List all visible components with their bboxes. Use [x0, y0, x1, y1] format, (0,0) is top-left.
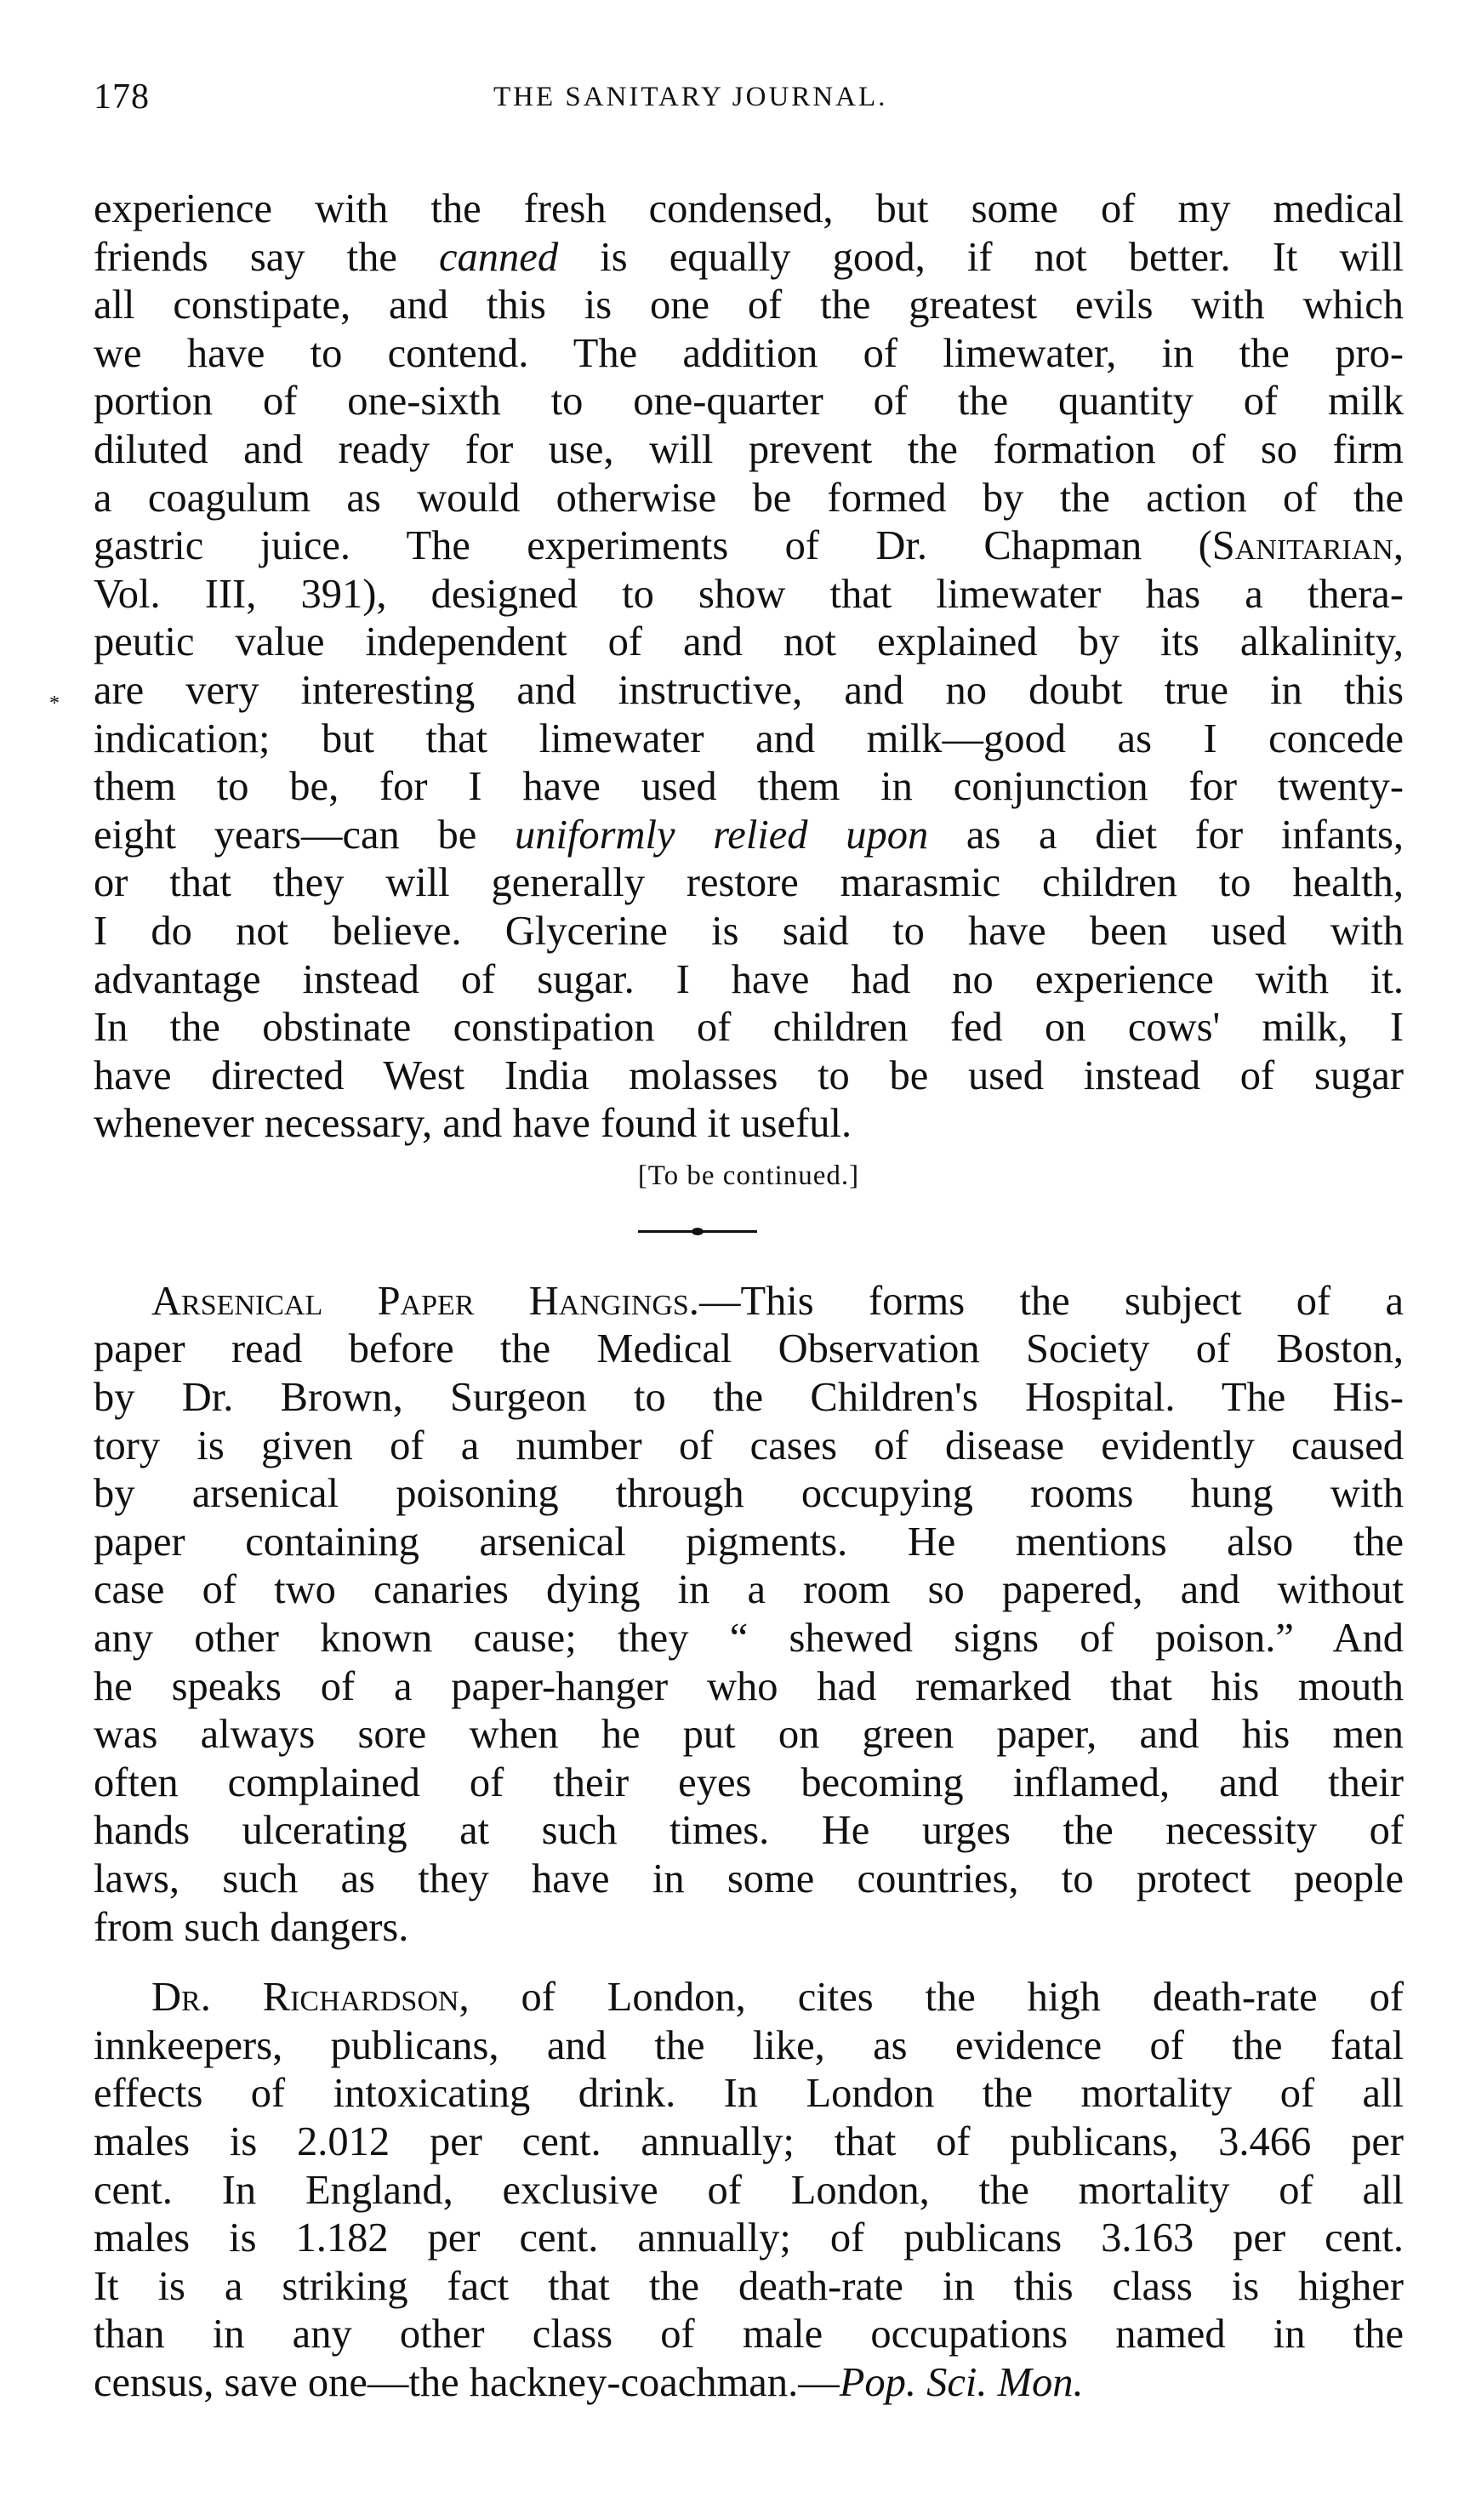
text-line: friends say the canned is equally good, if not better. It will: [94, 234, 1404, 280]
text-line: males is 2.012 per cent. annually; that of publicans, 3.466 per: [94, 2118, 1404, 2164]
journal-reference: Sanitarian,: [1211, 523, 1404, 569]
text-line: indication; but that limewater and milk—good as I concede: [94, 716, 1404, 761]
text-line: diluted and ready for use, will prevent the formation of so firm: [94, 426, 1404, 472]
text-line: by Dr. Brown, Surgeon to the Children's Hospital. The His-: [94, 1375, 1404, 1421]
text-line: Dr. Richardson, of London, cites the high death-rate of: [151, 1975, 1404, 2021]
text-line: census, save one—the hackney-coachman.—Pop. Sci. Mon.: [94, 2359, 1084, 2405]
paragraph-richardson: [94, 1974, 1404, 2407]
text-line: gastric juice. The experiments of Dr. Chapman (Sanitarian,: [94, 523, 1404, 569]
journal-page: [49, 77, 1404, 2408]
text-line: whenever necessary, and have found it useful.: [94, 1101, 852, 1147]
emphasis: canned: [439, 234, 559, 280]
text-line: Vol. III, 391), designed to show that limewater has a thera-: [94, 571, 1404, 617]
divider-ornament: [692, 1228, 704, 1235]
journal-title: THE SANITARY JOURNAL.: [493, 82, 888, 112]
text-line: It is a striking fact that the death-rate in this class is higher: [94, 2263, 1404, 2309]
paragraph-arsenical-paper: [94, 1278, 1404, 1952]
text-line: we have to contend. The addition of limewater, in the pro-: [94, 330, 1404, 376]
paragraph-infant-diet: [94, 185, 1404, 1149]
text-line: Arsenical Paper Hangings.—This forms the subject of a: [151, 1278, 1404, 1324]
text-line: In the obstinate constipation of children fed on cows' milk, I: [94, 1005, 1404, 1051]
text-line: hands ulcerating at such times. He urges the necessity of: [94, 1808, 1404, 1854]
text-line: eight years—can be uniformly relied upon as a diet for infants,: [94, 812, 1404, 858]
text-line: are very interesting and instructive, and no doubt true in this: [94, 667, 1404, 713]
text-line: experience with the fresh condensed, but some of my medical: [94, 186, 1404, 231]
text-line: effects of intoxicating drink. In London the mortality of all: [94, 2071, 1404, 2117]
text-line: was always sore when he put on green paper, and his men: [94, 1712, 1404, 1758]
text-line: by arsenical poisoning through occupying rooms hung with: [94, 1471, 1404, 1517]
section-divider: [94, 1213, 1404, 1263]
page-number: 178: [94, 77, 150, 117]
text-line: or that they will generally restore marasmic children to health,: [94, 860, 1404, 906]
text-line: cent. In England, exclusive of London, the mortality of all: [94, 2167, 1404, 2213]
text-line: any other known cause; they “ shewed signs of poison.” And: [94, 1616, 1404, 1662]
running-head: [94, 77, 1404, 128]
text-line: laws, such as they have in some countries, to protect people: [94, 1856, 1404, 1901]
text-line: case of two canaries dying in a room so papered, and without: [94, 1567, 1404, 1613]
to-be-continued: [To be continued.]: [637, 1160, 860, 1191]
text-line: tory is given of a number of cases of disease evidently caused: [94, 1422, 1404, 1468]
text-line: portion of one-sixth to one-quarter of the quantity of milk: [94, 379, 1404, 425]
text-line: paper read before the Medical Observation Society of Boston,: [94, 1326, 1404, 1372]
text-line: I do not believe. Glycerine is said to have been used with: [94, 908, 1404, 954]
text-line: advantage instead of sugar. I have had no experience with it.: [94, 956, 1404, 1002]
text-line: have directed West India molasses to be used instead of sugar: [94, 1052, 1404, 1098]
text-line: often complained of their eyes becoming inflamed, and their: [94, 1759, 1404, 1805]
text-line: them to be, for I have used them in conjunction for twenty-: [94, 764, 1404, 810]
section-heading: Dr. Richardson,: [151, 1975, 470, 2021]
section-heading: Arsenical Paper Hangings.: [151, 1278, 699, 1324]
text-line: than in any other class of male occupations named in the: [94, 2312, 1404, 2358]
text-line: from such dangers.: [94, 1904, 409, 1950]
text-line: innkeepers, publicans, and the like, as evidence of the fatal: [94, 2022, 1404, 2068]
margin-mark: *: [49, 693, 60, 715]
emphasis: uniformly relied upon: [514, 812, 929, 858]
text-line: paper containing arsenical pigments. He mentions also the: [94, 1519, 1404, 1565]
source-citation: Pop. Sci. Mon.: [839, 2359, 1084, 2405]
text-line: males is 1.182 per cent. annually; of publicans 3.163 per cent.: [94, 2215, 1404, 2261]
text-line: a coagulum as would otherwise be formed by the action of the: [94, 475, 1404, 521]
text-line: all constipate, and this is one of the greatest evils with which: [94, 282, 1404, 328]
text-line: peutic value independent of and not explained by its alkalinity,: [94, 619, 1404, 665]
text-line: he speaks of a paper-hanger who had remarked that his mouth: [94, 1663, 1404, 1709]
